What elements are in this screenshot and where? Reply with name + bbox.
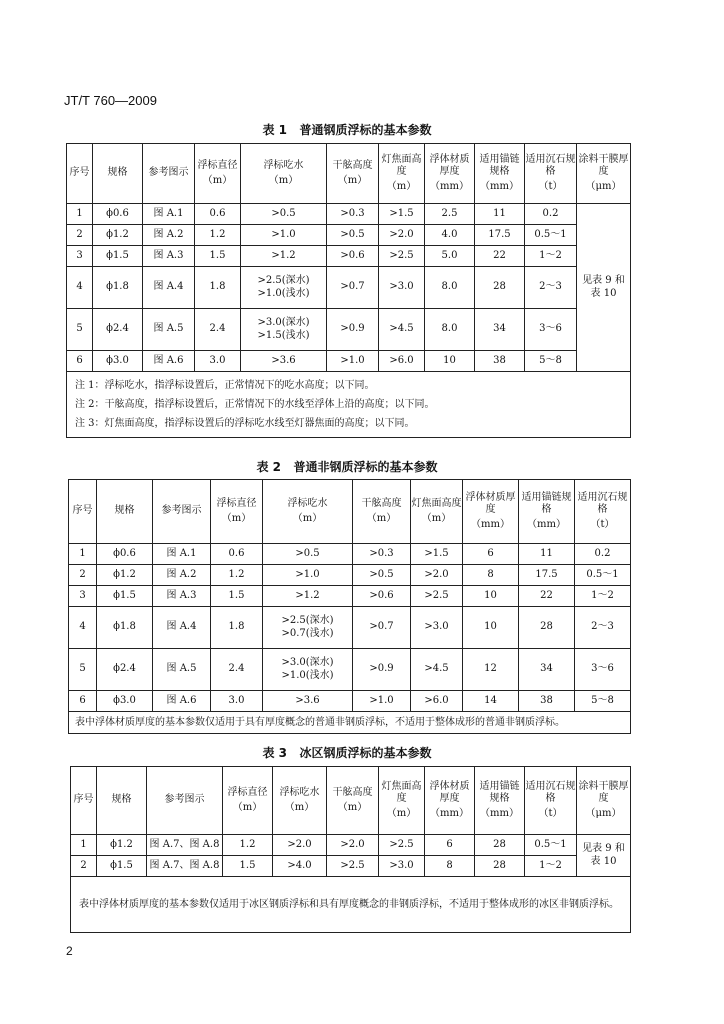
table1-draft-deep: >2.5(深水) — [257, 275, 310, 286]
table3-note-1: 表中浮体材质厚度的基本参数仅适用于冰区钢质浮标和具有厚度概念的非钢质浮标，不适用于整体成形的冰区非钢质浮标。 — [79, 898, 619, 910]
table1-cell: >3.6 — [241, 351, 327, 372]
table1-cell: >6.0 — [379, 351, 425, 372]
table1-header-unit: （μm） — [585, 180, 622, 192]
table2-cell: 22 — [519, 586, 575, 607]
table2-cell: 1.8 — [211, 607, 263, 649]
table2-cell: >2.5 — [411, 586, 463, 607]
table3-row — [71, 835, 631, 856]
table2-header-name: 参考图示 — [161, 505, 202, 517]
table1-header-unit: （m） — [337, 174, 368, 186]
table2-cell: 3.0 — [211, 691, 263, 712]
table2-header-3 — [211, 480, 263, 544]
table1-cell: >2.0 — [379, 225, 425, 246]
table1-cell: 图 A.6 — [143, 351, 195, 372]
table3-header-unit: （μm） — [585, 807, 622, 819]
table3-title-text: 冰区钢质浮标的基本参数 — [299, 746, 432, 760]
table1-cell: 2～3 — [525, 267, 577, 309]
table2-row — [69, 565, 631, 586]
table2-header-unit: （mm） — [527, 518, 566, 530]
table3-cell: 1～2 — [525, 856, 577, 877]
table1-cell: 图 A.4 — [143, 267, 195, 309]
table2-cell: 6 — [463, 544, 519, 565]
table3-title — [64, 744, 630, 761]
table1-cell: 1 — [67, 204, 93, 225]
table2-cell: 2 — [69, 565, 97, 586]
table1-header-2 — [143, 144, 195, 204]
table2-cell: >0.3 — [353, 544, 411, 565]
table1-cell: 2.5 — [425, 204, 475, 225]
table2-row — [69, 649, 631, 691]
table1-cell: ϕ2.4 — [93, 309, 143, 351]
table1-cell: >0.7 — [327, 267, 379, 309]
table3-notes — [71, 877, 631, 933]
table1-cell: 图 A.1 — [143, 204, 195, 225]
table1-draft-shallow: >1.5(浅水) — [257, 329, 310, 341]
table2-header-name: 干舷高度 — [361, 498, 402, 509]
table2-header-unit: （m） — [366, 512, 397, 524]
table2-label: 表 2 — [256, 460, 281, 474]
table2-header-4 — [263, 480, 353, 544]
table2-cell: 1～2 — [575, 586, 631, 607]
table3-row — [71, 856, 631, 877]
table3-label: 表 3 — [262, 746, 287, 760]
table1-cell: ϕ0.6 — [93, 204, 143, 225]
table1-header-10 — [577, 144, 631, 204]
table1-cell: 4 — [67, 267, 93, 309]
table1-header-unit: （mm） — [480, 180, 519, 192]
table1-cell: >1.2 — [241, 246, 327, 267]
table1-cell: 38 — [475, 351, 525, 372]
table2-cell: >1.2 — [263, 586, 353, 607]
table1-note-2: 注 2：干舷高度，指浮标设置后，正常情况下的水线至浮体上沿的高度；以下同。 — [75, 399, 435, 410]
table1-cell: 0.6 — [195, 204, 241, 225]
table2-row — [69, 607, 631, 649]
table1-coating-cell: 见表 9 和表 10 — [577, 204, 631, 372]
table2-cell: 38 — [519, 691, 575, 712]
table3-cell: >2.0 — [327, 835, 379, 856]
table2-cell: 0.5～1 — [575, 565, 631, 586]
table2-cell: 0.6 — [211, 544, 263, 565]
table1-header-unit: （m） — [268, 174, 299, 186]
table3-cell: >3.0 — [379, 856, 425, 877]
table2-header-6 — [411, 480, 463, 544]
table1-header-name: 浮体材质厚度 — [429, 153, 470, 178]
table1-notes — [67, 372, 631, 438]
table1-row — [67, 225, 631, 246]
table3-coating-cell: 见表 9 和表 10 — [577, 835, 631, 877]
table1-cell — [241, 267, 327, 309]
table2-cell: >1.0 — [353, 691, 411, 712]
table2-cell: 34 — [519, 649, 575, 691]
table1-cell: 3～6 — [525, 309, 577, 351]
table2-cell: >0.5 — [263, 544, 353, 565]
table1-header-row — [67, 144, 631, 204]
table3-cell: ϕ1.5 — [97, 856, 147, 877]
table3-header-unit: （m） — [232, 801, 263, 813]
table1-cell: >1.5 — [379, 204, 425, 225]
table2-header-name: 规格 — [114, 505, 135, 517]
table3-cell: 8 — [425, 856, 475, 877]
table3-header-name: 浮标吃水 — [279, 787, 320, 798]
table1-header-7 — [425, 144, 475, 204]
table1-cell: >0.9 — [327, 309, 379, 351]
table2-header-9 — [575, 480, 631, 544]
table1-cell: >2.5 — [379, 246, 425, 267]
table2-notes — [69, 712, 631, 734]
table1-header-name: 浮标直径 — [197, 160, 238, 171]
table3-header-7 — [425, 767, 475, 835]
table3-header-name: 灯焦面高度 — [381, 780, 422, 805]
table1-cell: 34 — [475, 309, 525, 351]
table1-draft-deep: >3.0(深水) — [257, 317, 310, 328]
table3-header-unit: （m） — [386, 807, 417, 819]
table1-cell: 3.0 — [195, 351, 241, 372]
table3-cell: 1.2 — [223, 835, 273, 856]
table2-cell — [263, 607, 353, 649]
table1-note-3: 注 3：灯焦面高度，指浮标设置后的浮标吃水线至灯器焦面的高度；以下同。 — [75, 418, 415, 429]
table2-cell: >0.7 — [353, 607, 411, 649]
table1-cell: 6 — [67, 351, 93, 372]
table3-header-4 — [273, 767, 327, 835]
table1-header-unit: （m） — [202, 174, 233, 186]
table1-header-unit: （mm） — [430, 180, 469, 192]
table1-cell: >0.6 — [327, 246, 379, 267]
table2-cell: ϕ1.8 — [97, 607, 153, 649]
table1-header-4 — [241, 144, 327, 204]
table2-header-5 — [353, 480, 411, 544]
table2-cell: 1.5 — [211, 586, 263, 607]
table1-header-name: 干舷高度 — [332, 160, 373, 171]
table2-header-1 — [97, 480, 153, 544]
table1-header-5 — [327, 144, 379, 204]
table3-cell: 28 — [475, 856, 525, 877]
table2-cell: >3.0 — [411, 607, 463, 649]
table2-header-name: 灯焦面高度 — [411, 498, 462, 509]
table2-cell: >0.9 — [353, 649, 411, 691]
table2-header-unit: （m） — [292, 512, 323, 524]
table2-cell: ϕ0.6 — [97, 544, 153, 565]
table2 — [68, 479, 631, 734]
table3-cell: >2.5 — [327, 856, 379, 877]
table3-header-name: 浮标直径 — [227, 787, 268, 798]
table3-header-name: 适用锚链规格 — [479, 780, 520, 805]
table2-cell: >4.5 — [411, 649, 463, 691]
table1-header-0 — [67, 144, 93, 204]
table1-cell: 1.5 — [195, 246, 241, 267]
table2-cell: 14 — [463, 691, 519, 712]
table1-title — [64, 121, 630, 138]
table1-cell: 1.2 — [195, 225, 241, 246]
table2-cell: 0.2 — [575, 544, 631, 565]
table2-cell: 6 — [69, 691, 97, 712]
table3-header-unit: （mm） — [430, 807, 469, 819]
table2-draft-shallow: >1.0(浅水) — [281, 669, 334, 681]
table2-cell: >0.6 — [353, 586, 411, 607]
table1-cell: >0.5 — [327, 225, 379, 246]
table3-header-9 — [525, 767, 577, 835]
table2-cell: 3～6 — [575, 649, 631, 691]
table3-cell: ϕ1.2 — [97, 835, 147, 856]
table1-cell: ϕ1.8 — [93, 267, 143, 309]
table3-header-name: 干舷高度 — [332, 787, 373, 798]
table2-cell: 1 — [69, 544, 97, 565]
table1-header-unit: （m） — [386, 180, 417, 192]
table2-cell: ϕ2.4 — [97, 649, 153, 691]
table2-row — [69, 586, 631, 607]
table2-cell: >0.5 — [353, 565, 411, 586]
table1-header-name: 浮标吃水 — [263, 160, 304, 171]
table2-header-name: 浮体材质厚度 — [465, 491, 516, 516]
table1-header-3 — [195, 144, 241, 204]
table2-header-0 — [69, 480, 97, 544]
table3-header-8 — [475, 767, 525, 835]
table2-cell: ϕ3.0 — [97, 691, 153, 712]
table1-cell: 0.5～1 — [525, 225, 577, 246]
table1-row — [67, 204, 631, 225]
table3-header-unit: （mm） — [480, 807, 519, 819]
table3-cell: 1 — [71, 835, 97, 856]
table3-header-5 — [327, 767, 379, 835]
table3-header-1 — [97, 767, 147, 835]
table3-cell: 0.5～1 — [525, 835, 577, 856]
table2-cell: 10 — [463, 586, 519, 607]
table2-header-7 — [463, 480, 519, 544]
table3-header-6 — [379, 767, 425, 835]
table2-draft-shallow: >0.7(浅水) — [281, 627, 334, 639]
table2-header-name: 序号 — [72, 505, 93, 517]
table1-cell: 10 — [425, 351, 475, 372]
table3-header-row — [71, 767, 631, 835]
table2-cell: 5 — [69, 649, 97, 691]
table1-header-name: 规格 — [107, 167, 128, 179]
table1 — [66, 143, 631, 438]
table1-cell: >0.5 — [241, 204, 327, 225]
table2-header-unit: （m） — [221, 512, 252, 524]
table1-header-8 — [475, 144, 525, 204]
table3-header-name: 浮体材质厚度 — [429, 780, 470, 805]
table2-cell: 3 — [69, 586, 97, 607]
table1-cell: 2 — [67, 225, 93, 246]
table1-cell: >0.3 — [327, 204, 379, 225]
table1-header-name: 参考图示 — [148, 167, 189, 179]
table1-row — [67, 351, 631, 372]
table2-cell: >2.0 — [411, 565, 463, 586]
table2-header-2 — [153, 480, 211, 544]
table2-header-unit: （t） — [590, 518, 615, 530]
table2-header-name: 适用沉石规格 — [577, 491, 628, 516]
table2-cell: 图 A.2 — [153, 565, 211, 586]
table2-cell: >6.0 — [411, 691, 463, 712]
table3-header-0 — [71, 767, 97, 835]
table2-cell: 2.4 — [211, 649, 263, 691]
table3-cell: >4.0 — [273, 856, 327, 877]
table2-cell: 图 A.3 — [153, 586, 211, 607]
table2-cell: 图 A.4 — [153, 607, 211, 649]
table2-cell: >1.5 — [411, 544, 463, 565]
table1-row — [67, 267, 631, 309]
table1-cell: 图 A.2 — [143, 225, 195, 246]
table2-cell: 28 — [519, 607, 575, 649]
table1-cell: 11 — [475, 204, 525, 225]
table2-header-name: 浮标直径 — [216, 498, 257, 509]
table3-header-2 — [147, 767, 223, 835]
table1-cell: 8.0 — [425, 309, 475, 351]
table3-cell: 6 — [425, 835, 475, 856]
table1-cell: 图 A.3 — [143, 246, 195, 267]
table1-title-text: 普通钢质浮标的基本参数 — [299, 123, 432, 137]
table1-cell: 2.4 — [195, 309, 241, 351]
table2-title-text: 普通非钢质浮标的基本参数 — [293, 460, 438, 474]
table2-header-name: 浮标吃水 — [287, 498, 328, 509]
page-number: 2 — [66, 944, 73, 958]
table3 — [70, 766, 631, 933]
table1-cell: 图 A.5 — [143, 309, 195, 351]
table1-header-name: 序号 — [69, 167, 90, 179]
table1-cell: 8.0 — [425, 267, 475, 309]
table3-header-unit: （t） — [538, 807, 563, 819]
table2-cell: >1.0 — [263, 565, 353, 586]
table1-cell: 4.0 — [425, 225, 475, 246]
table3-header-unit: （m） — [337, 801, 368, 813]
table3-cell: 图 A.7、图 A.8 — [147, 835, 223, 856]
table1-header-name: 灯焦面高度 — [381, 153, 422, 178]
table2-draft-deep: >3.0(深水) — [281, 657, 334, 668]
table2-cell: 10 — [463, 607, 519, 649]
table3-header-10 — [577, 767, 631, 835]
standard-number: JT/T 760—2009 — [64, 93, 157, 108]
table2-cell: ϕ1.2 — [97, 565, 153, 586]
table2-cell: 1.2 — [211, 565, 263, 586]
table1-label: 表 1 — [262, 123, 287, 137]
table2-cell: 图 A.5 — [153, 649, 211, 691]
table2-cell: 17.5 — [519, 565, 575, 586]
table2-header-name: 适用锚链规格 — [521, 491, 572, 516]
table1-cell: >3.0 — [379, 267, 425, 309]
table2-cell: 11 — [519, 544, 575, 565]
table3-header-name: 序号 — [73, 794, 94, 806]
table2-header-unit: （mm） — [471, 518, 510, 530]
table1-header-1 — [93, 144, 143, 204]
table2-cell: 2～3 — [575, 607, 631, 649]
table1-cell: 28 — [475, 267, 525, 309]
table1-note-1: 注 1：浮标吃水，指浮标设置后，正常情况下的吃水高度；以下同。 — [75, 380, 375, 391]
table3-cell: 28 — [475, 835, 525, 856]
table2-cell: 12 — [463, 649, 519, 691]
table1-cell: >1.0 — [241, 225, 327, 246]
table1-cell: 1～2 — [525, 246, 577, 267]
table2-row — [69, 691, 631, 712]
table1-cell: 5～8 — [525, 351, 577, 372]
table3-cell: >2.5 — [379, 835, 425, 856]
table2-cell: 8 — [463, 565, 519, 586]
table1-header-name: 涂料干膜厚度 — [578, 153, 629, 178]
table1-row — [67, 309, 631, 351]
table2-header-8 — [519, 480, 575, 544]
table2-note-1: 表中浮体材质厚度的基本参数仅适用于具有厚度概念的普通非钢质浮标，不适用于整体成形的普通非钢质浮标。 — [75, 716, 565, 728]
table1-cell: 3 — [67, 246, 93, 267]
table3-cell: 2 — [71, 856, 97, 877]
table3-cell: >2.0 — [273, 835, 327, 856]
table1-cell: 1.8 — [195, 267, 241, 309]
table1-row — [67, 246, 631, 267]
table1-cell: 5.0 — [425, 246, 475, 267]
table2-title — [64, 458, 630, 475]
table1-cell: 22 — [475, 246, 525, 267]
table1-cell — [241, 309, 327, 351]
table1-cell: ϕ3.0 — [93, 351, 143, 372]
table1-cell: 5 — [67, 309, 93, 351]
table2-cell: 图 A.1 — [153, 544, 211, 565]
table1-header-unit: （t） — [538, 180, 563, 192]
table2-draft-deep: >2.5(深水) — [281, 615, 334, 626]
table3-cell: 图 A.7、图 A.8 — [147, 856, 223, 877]
table2-cell: ϕ1.5 — [97, 586, 153, 607]
table3-header-name: 规格 — [111, 794, 132, 806]
table3-header-unit: （m） — [284, 801, 315, 813]
table1-cell: ϕ1.2 — [93, 225, 143, 246]
table1-header-name: 适用沉石规格 — [525, 153, 576, 178]
table2-header-unit: （m） — [421, 512, 452, 524]
table2-cell: 图 A.6 — [153, 691, 211, 712]
table3-header-name: 涂料干膜厚度 — [578, 780, 629, 805]
table3-cell: 1.5 — [223, 856, 273, 877]
table1-cell: 0.2 — [525, 204, 577, 225]
table2-row — [69, 544, 631, 565]
table1-cell: 17.5 — [475, 225, 525, 246]
table2-cell — [263, 649, 353, 691]
table1-header-6 — [379, 144, 425, 204]
table1-cell: >1.0 — [327, 351, 379, 372]
table2-cell: >3.6 — [263, 691, 353, 712]
table2-cell: 4 — [69, 607, 97, 649]
table2-cell: 5～8 — [575, 691, 631, 712]
table1-header-name: 适用锚链规格 — [479, 153, 520, 178]
table2-header-row — [69, 480, 631, 544]
table3-header-name: 参考图示 — [164, 794, 205, 806]
table1-cell: ϕ1.5 — [93, 246, 143, 267]
table3-header-name: 适用沉石规格 — [525, 780, 576, 805]
table1-header-9 — [525, 144, 577, 204]
table3-header-3 — [223, 767, 273, 835]
table1-draft-shallow: >1.0(浅水) — [257, 287, 310, 299]
table1-cell: >4.5 — [379, 309, 425, 351]
